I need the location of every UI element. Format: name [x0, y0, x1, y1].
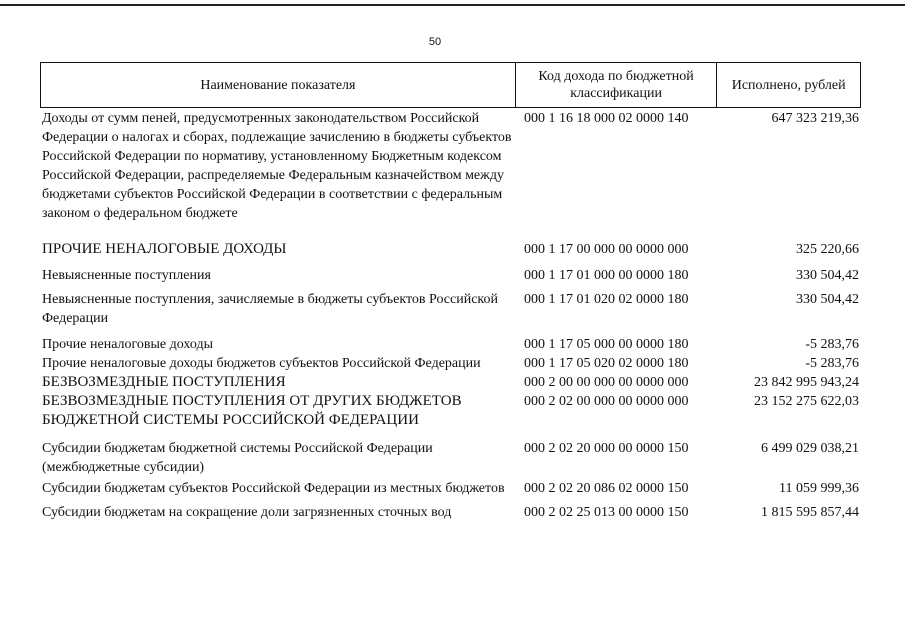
row-amount: 23 152 275 622,03 [754, 394, 859, 409]
table-row [40, 373, 861, 392]
table-body [40, 108, 861, 522]
table-row [40, 503, 861, 522]
row-code: 000 2 02 20 086 02 0000 150 [524, 481, 689, 496]
row-amount: 330 504,42 [796, 292, 859, 307]
row-name: БЕЗВОЗМЕЗДНЫЕ ПОСТУПЛЕНИЯ [42, 374, 286, 390]
table-header [40, 62, 861, 108]
table-row [40, 335, 861, 354]
row-amount: 23 842 995 943,24 [754, 375, 859, 390]
table-row [40, 240, 861, 259]
row-amount: -5 283,76 [805, 356, 859, 371]
row-amount: 330 504,42 [796, 268, 859, 283]
top-rule [0, 4, 905, 6]
table-row [40, 392, 861, 430]
row-code: 000 1 17 00 000 00 0000 000 [524, 242, 689, 257]
row-name: Субсидии бюджетам бюджетной системы Российской Федерации (межбюджетные субсидии) [42, 441, 433, 475]
row-amount: -5 283,76 [805, 337, 859, 352]
row-amount: 1 815 595 857,44 [761, 505, 859, 520]
header-amount: Исполнено, рублей [716, 63, 860, 107]
row-name: Невыясненные поступления [42, 268, 211, 283]
row-amount: 647 323 219,36 [771, 111, 859, 126]
row-name: Доходы от сумм пеней, предусмотренных законодательством Российской Федерации о налогах и сборах, подлежащие зачислению в бюджеты субъектов Российской Федерации по нормативу, установленному Бюджетным кодексом Российской Федерации, распределяемые Федеральным казначейством между бюджетами субъектов Российской Федерации в соответствии с федеральным законом о федеральном бюджете [42, 111, 512, 221]
table-row [40, 439, 861, 477]
row-amount: 11 059 999,36 [779, 481, 859, 496]
row-code: 000 2 02 20 000 00 0000 150 [524, 441, 689, 456]
row-amount: 325 220,66 [796, 242, 859, 257]
row-name: Прочие неналоговые доходы [42, 337, 214, 352]
row-name: ПРОЧИЕ НЕНАЛОГОВЫЕ ДОХОДЫ [42, 241, 287, 257]
row-code: 000 1 16 18 000 02 0000 140 [524, 111, 689, 126]
row-code: 000 1 17 05 020 02 0000 180 [524, 356, 689, 371]
page-number: 50 [428, 36, 442, 48]
row-code: 000 1 17 05 000 00 0000 180 [524, 337, 689, 352]
table-row [40, 109, 861, 223]
row-name: Субсидии бюджетам на сокращение доли загрязненных сточных вод [42, 505, 452, 520]
row-code: 000 2 00 00 000 00 0000 000 [524, 375, 689, 390]
row-name: Прочие неналоговые доходы бюджетов субъектов Российской Федерации [42, 356, 481, 371]
header-code: Код дохода по бюджетной классификации [515, 63, 717, 107]
header-name: Наименование показателя [200, 77, 356, 93]
row-name: Невыясненные поступления, зачисляемые в бюджеты субъектов Российской Федерации [42, 292, 499, 326]
table-row [40, 290, 861, 328]
table-row [40, 479, 861, 498]
row-code: 000 1 17 01 000 00 0000 180 [524, 268, 689, 283]
row-name: Субсидии бюджетам субъектов Российской Федерации из местных бюджетов [42, 481, 505, 496]
table-row [40, 266, 861, 285]
row-amount: 6 499 029 038,21 [761, 441, 859, 456]
table-row [40, 354, 861, 373]
row-code: 000 2 02 25 013 00 0000 150 [524, 505, 689, 520]
row-name: БЕЗВОЗМЕЗДНЫЕ ПОСТУПЛЕНИЯ ОТ ДРУГИХ БЮДЖЕТОВ БЮДЖЕТНОЙ СИСТЕМЫ РОССИЙСКОЙ ФЕДЕРАЦИИ [42, 393, 462, 428]
row-code: 000 1 17 01 020 02 0000 180 [524, 292, 689, 307]
row-code: 000 2 02 00 000 00 0000 000 [524, 394, 689, 409]
